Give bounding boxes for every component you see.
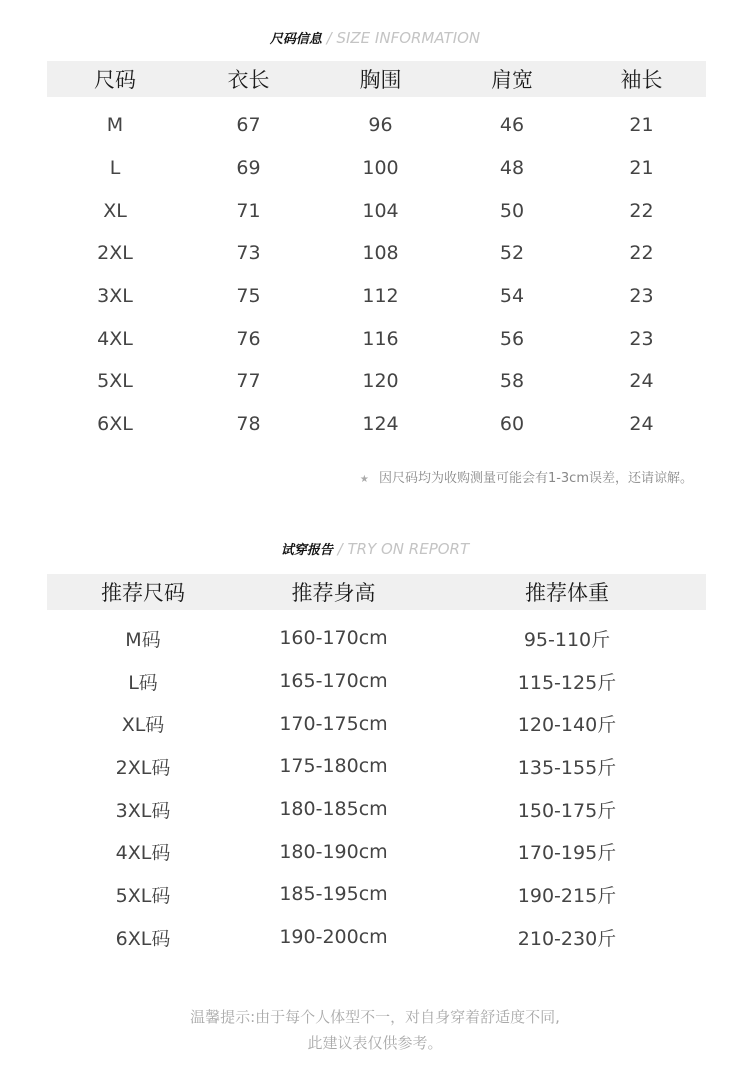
table-row [47,916,706,959]
try-table-body [47,610,706,959]
table-cell: M [106,114,124,137]
size-section-title [0,28,750,50]
table-cell: 3XL [97,285,133,308]
header-cell: 肩宽 [491,68,533,92]
table-cell: 76 [236,327,261,350]
table-cell: 58 [499,370,525,393]
table-cell: 190-215斤 [517,884,617,907]
table-cell: 23 [629,327,654,350]
table-cell: XL [103,199,127,222]
table-cell: 75 [236,285,261,308]
table-cell: 24 [629,413,654,436]
table-row [47,317,706,360]
table-cell: 3XL码 [115,799,171,822]
table-row [47,147,706,190]
table-row [47,275,706,318]
table-row [47,617,706,660]
table-cell: 170-195斤 [517,842,617,865]
try-section-title [0,539,750,561]
table-cell: 6XL码 [115,927,171,950]
table-cell: 50 [499,199,525,222]
table-cell: 2XL [97,242,133,265]
table-cell: 124 [362,413,399,436]
table-cell: 108 [362,242,399,265]
table-cell: 24 [629,370,654,393]
header-cell: 衣长 [227,68,270,92]
tip-line-1: 温馨提示:由于每个人体型不一，对自身穿着舒适度不同, [190,1008,560,1026]
table-cell: 115-125斤 [517,671,617,694]
table-cell: 56 [499,327,525,350]
table-cell: 4XL [97,327,133,350]
table-cell: 185-195cm [279,883,388,906]
table-cell: 21 [629,157,654,180]
size-note-text: 因尺码均为收购测量可能会有1-3cm误差，还请谅解。 [378,471,693,486]
tip-text [0,1004,750,1056]
table-cell: 67 [236,114,261,137]
table-row [47,403,706,446]
table-cell: 104 [362,199,399,222]
table-cell: 96 [368,114,393,137]
table-cell: 120 [362,370,399,393]
table-cell: 52 [499,242,525,265]
table-cell: L码 [128,671,158,694]
header-cell: 胸围 [359,68,402,92]
size-table-header [47,61,706,97]
table-cell: 2XL码 [115,756,171,779]
header-cell: 推荐体重 [525,581,609,605]
table-cell: 46 [499,114,525,137]
star-icon: ★ [359,474,369,485]
table-cell: 120-140斤 [517,714,617,737]
size-note [360,467,693,486]
table-row [47,745,706,788]
table-cell: XL码 [121,714,165,737]
try-title-en: / TRY ON REPORT [337,540,470,558]
table-cell: 60 [499,413,525,436]
try-table [47,574,706,959]
table-cell: 116 [362,327,399,350]
table-cell: 54 [499,285,525,308]
try-title-cn: 试穿报告 [280,543,333,558]
tip-line-2: 此建议表仅供参考。 [307,1034,443,1052]
table-cell: 180-190cm [279,840,388,863]
header-cell: 推荐尺码 [101,581,185,605]
table-cell: 190-200cm [279,926,388,949]
table-row [47,104,706,147]
table-row [47,660,706,703]
table-cell: 135-155斤 [517,756,617,779]
table-cell: L [109,157,121,180]
table-row [47,232,706,275]
table-cell: 71 [236,199,261,222]
table-cell: 48 [499,157,525,180]
header-cell: 推荐身高 [291,581,376,605]
size-title-cn: 尺码信息 [269,32,322,47]
table-row [47,873,706,916]
header-cell: 袖长 [620,68,663,92]
table-cell: 210-230斤 [517,927,617,950]
table-row [47,189,706,232]
table-cell: 170-175cm [279,712,388,735]
table-cell: 22 [629,199,654,222]
size-title-en: / SIZE INFORMATION [326,29,481,47]
try-table-header [47,574,706,610]
table-cell: 4XL码 [115,842,171,865]
table-cell: 69 [236,157,261,180]
table-cell: 180-185cm [279,798,388,821]
table-cell: 23 [629,285,654,308]
table-cell: 77 [236,370,261,393]
size-table-body [47,97,706,446]
table-cell: 78 [236,413,261,436]
table-row [47,702,706,745]
header-cell: 尺码 [94,68,136,92]
table-cell: 165-170cm [279,670,388,693]
table-row [47,360,706,403]
table-cell: 22 [629,242,654,265]
table-cell: 112 [362,285,399,308]
size-table [47,61,706,446]
table-cell: 150-175斤 [517,799,617,822]
table-cell: 5XL码 [115,884,171,907]
table-cell: 5XL [97,370,133,393]
table-cell: 95-110斤 [523,628,611,651]
table-cell: 21 [629,114,654,137]
table-cell: 175-180cm [279,755,388,778]
table-cell: 160-170cm [279,627,388,650]
table-cell: 100 [362,157,399,180]
table-cell: 6XL [97,413,133,436]
table-row [47,788,706,831]
table-row [47,830,706,873]
table-cell: 73 [236,242,261,265]
table-cell: M码 [125,628,161,651]
